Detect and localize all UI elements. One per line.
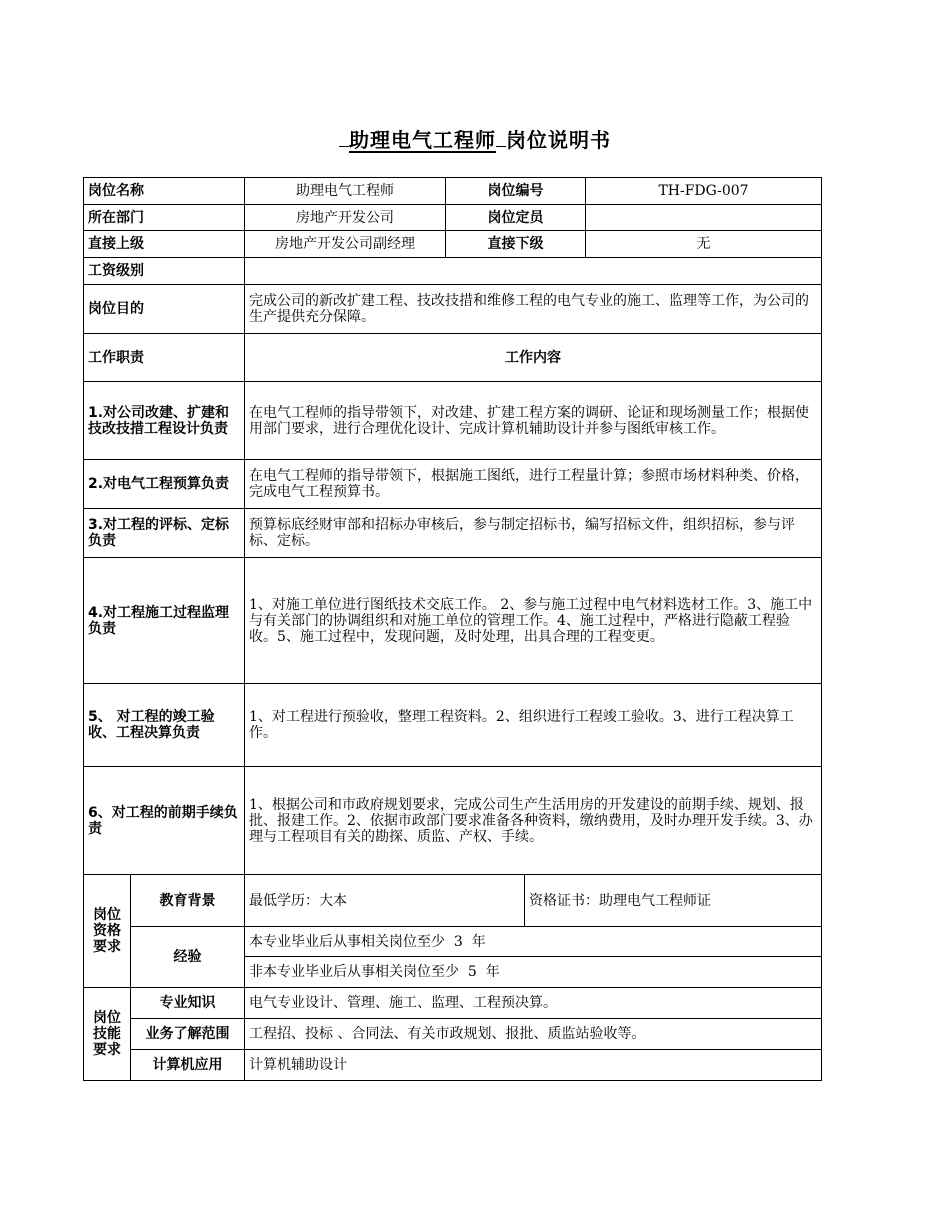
duty-content: 在电气工程师的指导带领下，对改建、扩建工程方案的调研、论证和现场测量工作；根据使用部门要求，进行合理优化设计、完成计算机辅助设计并参与图纸审核工作。: [245, 382, 822, 460]
row-experience-major: [84, 927, 822, 957]
row-knowledge: [84, 988, 822, 1019]
label-computer: 计算机应用: [131, 1050, 245, 1081]
duty-title: 1.对公司改建、扩建和技改技措工程设计负责: [84, 382, 245, 460]
label-experience: 经验: [131, 927, 245, 988]
label-headcount: 岗位定员: [446, 205, 586, 231]
label-qualification-group: [84, 875, 131, 988]
label-duties: 工作职责: [84, 334, 245, 382]
value-direct-subordinate: 无: [586, 231, 822, 258]
title-suffix: 岗位说明书: [506, 128, 611, 152]
value-headcount: [586, 205, 822, 231]
page-title: [0, 124, 950, 153]
value-salary-level: [245, 258, 822, 285]
label-department: 所在部门: [84, 205, 245, 231]
value-certificate: 资格证书：助理电气工程师证: [525, 875, 822, 927]
row-department: [84, 205, 822, 231]
row-education: [84, 875, 822, 927]
duty-title: 2.对电气工程预算负责: [84, 460, 245, 509]
duty-row: [84, 382, 822, 460]
duty-row: [84, 558, 822, 684]
row-position-name: [84, 178, 822, 205]
duty-row: [84, 767, 822, 875]
value-knowledge: 电气专业设计、管理、施工、监理、工程预决算。: [245, 988, 822, 1019]
label-direct-subordinate: 直接下级: [446, 231, 586, 258]
row-computer: [84, 1050, 822, 1081]
duty-content: 1、对工程进行预验收，整理工程资料。2、组织进行工程竣工验收。3、进行工程决算工作。: [245, 684, 822, 767]
duty-title: 3.对工程的评标、定标负责: [84, 509, 245, 558]
row-superior: [84, 231, 822, 258]
row-duties-header: [84, 334, 822, 382]
label-position-name: 岗位名称: [84, 178, 245, 205]
duty-title: 6、对工程的前期手续负责: [84, 767, 245, 875]
duty-content: 1、对施工单位进行图纸技术交底工作。 2、参与施工过程中电气材料选材工作。3、施工中与有关部门的协调组织和对施工单位的管理工作。4、施工过程中，严格进行隐蔽工程验收。5、施工过程中，发现问题，及时处理，出具合理的工程变更。: [245, 558, 822, 684]
value-position-name: 助理电气工程师: [245, 178, 446, 205]
value-education: 最低学历：大本: [245, 875, 525, 927]
title-underline-lead: [339, 126, 349, 147]
skills-group-text: 岗位技能要求: [93, 1010, 121, 1058]
job-description-table: [83, 177, 822, 1081]
duty-content: 在电气工程师的指导带领下，根据施工图纸，进行工程量计算；参照市场材料种类、价格，完成电气工程预算书。: [245, 460, 822, 509]
label-skills-group: [84, 988, 131, 1081]
duty-row: [84, 509, 822, 558]
label-position-code: 岗位编号: [446, 178, 586, 205]
label-knowledge: 专业知识: [131, 988, 245, 1019]
duty-content: 1、根据公司和市政府规划要求，完成公司生产生活用房的开发建设的前期手续、规划、报批、报建工作。2、依据市政部门要求准备各种资料，缴纳费用，及时办理开发手续。3、办理与工程项目有关的勘探、质监、产权、手续。: [245, 767, 822, 875]
value-position-code: TH-FDG-007: [586, 178, 822, 205]
value-department: 房地产开发公司: [245, 205, 446, 231]
value-business-scope: 工程招、投标 、合同法、有关市政规划、报批、质监站验收等。: [245, 1019, 822, 1050]
row-purpose: [84, 285, 822, 334]
duty-title: 4.对工程施工过程监理负责: [84, 558, 245, 684]
duty-title: 5、 对工程的竣工验收、工程决算负责: [84, 684, 245, 767]
label-salary-level: 工资级别: [84, 258, 245, 285]
row-salary-level: [84, 258, 822, 285]
value-computer: 计算机辅助设计: [245, 1050, 822, 1081]
title-underline-trail: [496, 126, 506, 147]
label-business-scope: 业务了解范围: [131, 1019, 245, 1050]
qualification-group-text: 岗位资格要求: [93, 907, 121, 955]
value-direct-superior: 房地产开发公司副经理: [245, 231, 446, 258]
label-purpose: 岗位目的: [84, 285, 245, 334]
value-experience-major: 本专业毕业后从事相关岗位至少 3 年: [245, 927, 822, 957]
label-education: 教育背景: [131, 875, 245, 927]
value-purpose: 完成公司的新改扩建工程、技改技措和维修工程的电气专业的施工、监理等工作，为公司的生产提供充分保障。: [245, 285, 822, 334]
duty-row: [84, 460, 822, 509]
label-direct-superior: 直接上级: [84, 231, 245, 258]
duty-row: [84, 684, 822, 767]
row-business-scope: [84, 1019, 822, 1050]
title-position-name: 助理电气工程师: [349, 128, 496, 152]
label-work-content: 工作内容: [245, 334, 822, 382]
duty-content: 预算标底经财审部和招标办审核后，参与制定招标书，编写招标文件，组织招标，参与评标、定标。: [245, 509, 822, 558]
value-experience-nonmajor: 非本专业毕业后从事相关岗位至少 5 年: [245, 957, 822, 988]
